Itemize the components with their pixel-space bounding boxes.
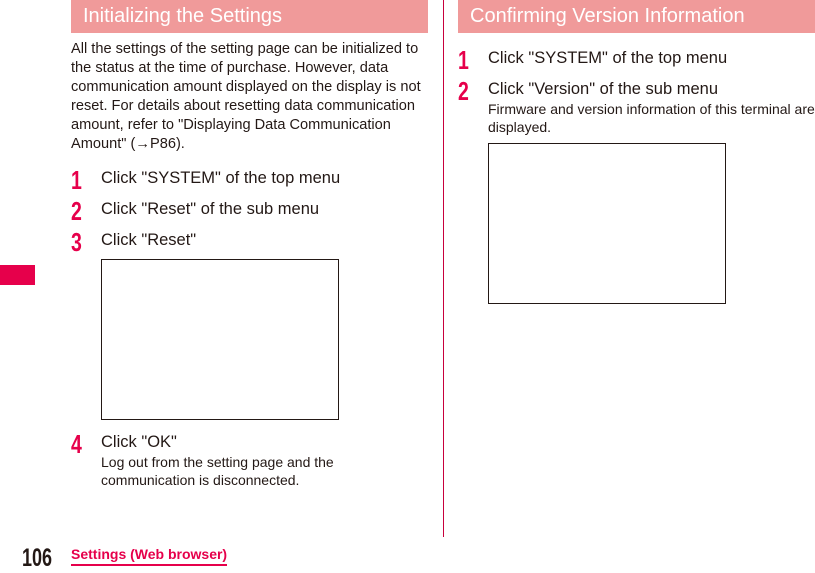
step-note: Log out from the setting page and the communication is disconnected. xyxy=(101,454,334,488)
step-text: Click "SYSTEM" of the top menu xyxy=(488,49,728,67)
step-item xyxy=(458,78,815,136)
step-item xyxy=(458,45,815,75)
screenshot-placeholder-version xyxy=(488,143,726,304)
section-initializing-settings xyxy=(71,0,428,489)
step-number: 1 xyxy=(458,45,469,75)
footer-section-link[interactable]: Settings (Web browser) xyxy=(71,546,227,566)
step-item xyxy=(71,431,428,489)
page-number: 106 xyxy=(22,544,53,572)
step-number: 2 xyxy=(458,76,469,106)
step-number: 1 xyxy=(71,165,82,195)
step-item xyxy=(71,227,428,257)
step-text: Click "Reset" of the sub menu xyxy=(101,200,320,218)
step-number: 3 xyxy=(71,227,82,257)
step-text: Click "Version" of the sub menu xyxy=(488,80,718,98)
chapter-tab-marker xyxy=(0,265,35,285)
step-number: 2 xyxy=(71,196,82,226)
section-heading-initializing: Initializing the Settings xyxy=(71,0,428,33)
step-note: Firmware and version information of this terminal are displayed. xyxy=(488,101,815,135)
step-number: 4 xyxy=(71,429,82,459)
step-text: Click "SYSTEM" of the top menu xyxy=(101,169,341,187)
section-heading-version: Confirming Version Information xyxy=(458,0,815,33)
step-item xyxy=(71,165,428,195)
screenshot-placeholder-reset xyxy=(101,259,339,420)
intro-paragraph: All the settings of the setting page can be initialized to the status at the time of purchase. However, data communication amount displayed on the display is not reset. For details about resetting data communication amount, refer to "Displaying Data Communication Amount" (→P86). xyxy=(71,41,421,152)
step-item xyxy=(71,196,428,226)
section-confirming-version xyxy=(458,0,815,304)
step-text: Click "OK" xyxy=(101,433,177,451)
step-text: Click "Reset" xyxy=(101,231,197,249)
column-divider xyxy=(443,0,444,537)
